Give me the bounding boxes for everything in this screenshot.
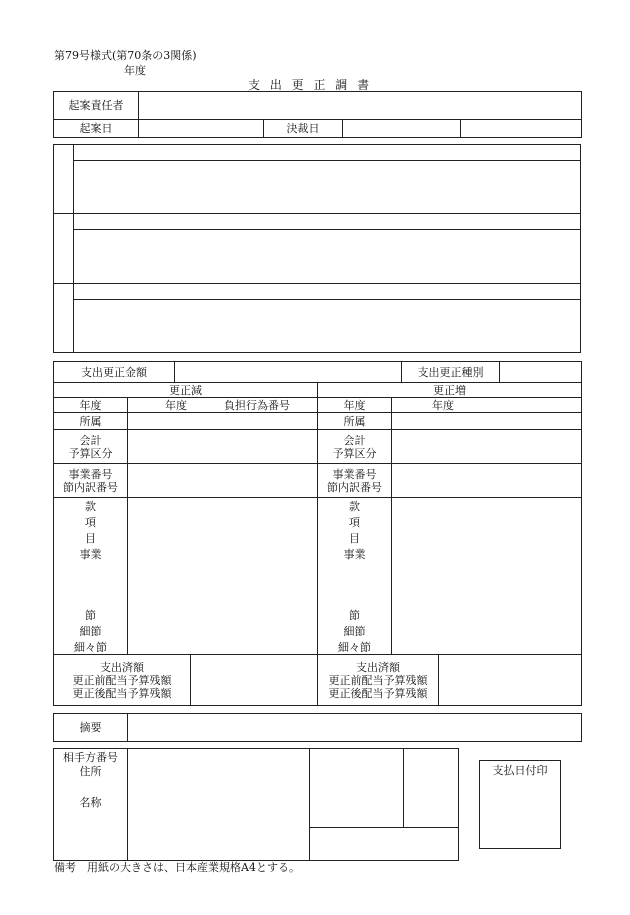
decision-date-label: 決裁日 (264, 120, 343, 138)
payee-address-label: 住所 (79, 765, 102, 778)
spent-text: 支出済額 (100, 660, 144, 674)
payee-divider (403, 749, 404, 827)
payee-name-label: 名称 (79, 796, 102, 809)
fiscal-year: 年度 (124, 64, 146, 77)
draft-date-field[interactable] (139, 120, 264, 138)
inc-project-field[interactable] (392, 464, 582, 498)
payee-number-label: 相手方番号 (63, 751, 118, 764)
section-line (54, 283, 580, 284)
account-text: 会計 (79, 433, 102, 447)
after-balance-text: 更正後配当予算残額 (72, 686, 172, 700)
summary-label: 摘要 (54, 714, 128, 742)
project-no-text: 事業番号 (68, 467, 113, 481)
budget-division-text: 予算区分 (332, 446, 377, 460)
project-no-text: 事業番号 (332, 467, 377, 481)
dec-year-label: 年度 (54, 398, 128, 413)
inc-account-label (318, 430, 392, 464)
dec-balance-labels (54, 655, 191, 706)
increase-header: 更正増 (318, 383, 582, 398)
dec-project-label (54, 464, 128, 498)
summary-table (53, 713, 582, 742)
correction-table (53, 361, 582, 706)
inc-project-label (318, 464, 392, 498)
setsu-text: 節 (349, 609, 360, 622)
drafter-field[interactable] (139, 92, 582, 120)
stamp-label: 支払日付印 (492, 764, 548, 777)
dec-project-field[interactable] (128, 464, 318, 498)
jigyo-text: 事業 (343, 548, 366, 561)
kou-text: 項 (85, 516, 96, 529)
dec-balance-field[interactable] (191, 655, 318, 706)
inc-year-label: 年度 (318, 398, 392, 413)
dec-affiliation-field[interactable] (128, 413, 318, 430)
dec-classification-field[interactable] (128, 498, 318, 655)
saisetsu-text: 細節 (79, 625, 102, 638)
inc-year-field[interactable] (392, 398, 582, 413)
dec-affiliation-label: 所属 (54, 413, 128, 430)
inc-classification-field[interactable] (392, 498, 582, 655)
saisaisetsu-text: 細々節 (338, 641, 371, 654)
account-text: 会計 (343, 433, 366, 447)
row-line (73, 229, 580, 230)
page-title: 支 出 更 正 調 書 (248, 78, 373, 92)
payee-divider (127, 749, 128, 860)
amount-label: 支出更正金額 (54, 362, 175, 383)
draft-date-label: 起案日 (54, 120, 139, 138)
summary-field[interactable] (128, 714, 582, 742)
drafter-label: 起案責任者 (54, 92, 139, 120)
footnote: 備考 用紙の大きさは、日本産業規格A4とする。 (54, 861, 300, 874)
form-number: 第79号様式(第70条の3関係) (54, 49, 197, 62)
inc-affiliation-label: 所属 (318, 413, 392, 430)
decision-extra-field[interactable] (461, 120, 582, 138)
moku-text: 目 (349, 532, 360, 545)
inc-balance-field[interactable] (439, 655, 582, 706)
jigyo-text: 事業 (79, 548, 102, 561)
setsu-text: 節 (85, 609, 96, 622)
inc-classification-labels (318, 498, 392, 655)
payment-date-stamp-box[interactable] (479, 760, 561, 849)
saisaisetsu-text: 細々節 (74, 641, 107, 654)
payee-row-line (309, 827, 458, 828)
inc-balance-labels (318, 655, 439, 706)
section-detail-text: 節内訳番号 (63, 480, 118, 494)
row-line (73, 299, 580, 300)
kan-text: 款 (349, 500, 360, 513)
dec-classification-labels (54, 498, 128, 655)
decrease-header: 更正減 (54, 383, 318, 398)
dec-account-label (54, 430, 128, 464)
commitment-no-label: 負担行為番号 (224, 398, 290, 412)
type-label: 支出更正種別 (402, 362, 500, 383)
blank-entry-block (53, 144, 581, 353)
payee-block (53, 748, 459, 861)
after-balance-text: 更正後配当予算残額 (328, 686, 428, 700)
spent-text: 支出済額 (356, 660, 400, 674)
section-detail-text: 節内訳番号 (327, 480, 382, 494)
type-field[interactable] (500, 362, 582, 383)
approval-table (53, 91, 582, 138)
dec-year-text: 年度 (165, 398, 187, 412)
decision-date-field[interactable] (343, 120, 461, 138)
inc-affiliation-field[interactable] (392, 413, 582, 430)
section-line (54, 213, 580, 214)
inc-account-field[interactable] (392, 430, 582, 464)
before-balance-text: 更正前配当予算残額 (72, 673, 172, 687)
inc-year-text: 年度 (432, 398, 454, 412)
kan-text: 款 (85, 500, 96, 513)
budget-division-text: 予算区分 (68, 446, 113, 460)
payee-divider (309, 749, 310, 860)
row-line (73, 160, 580, 161)
saisetsu-text: 細節 (343, 625, 366, 638)
dec-account-field[interactable] (128, 430, 318, 464)
kou-text: 項 (349, 516, 360, 529)
block-divider (73, 145, 74, 352)
amount-field[interactable] (175, 362, 402, 383)
before-balance-text: 更正前配当予算残額 (328, 673, 428, 687)
moku-text: 目 (85, 532, 96, 545)
dec-year-commitment[interactable] (128, 398, 318, 413)
